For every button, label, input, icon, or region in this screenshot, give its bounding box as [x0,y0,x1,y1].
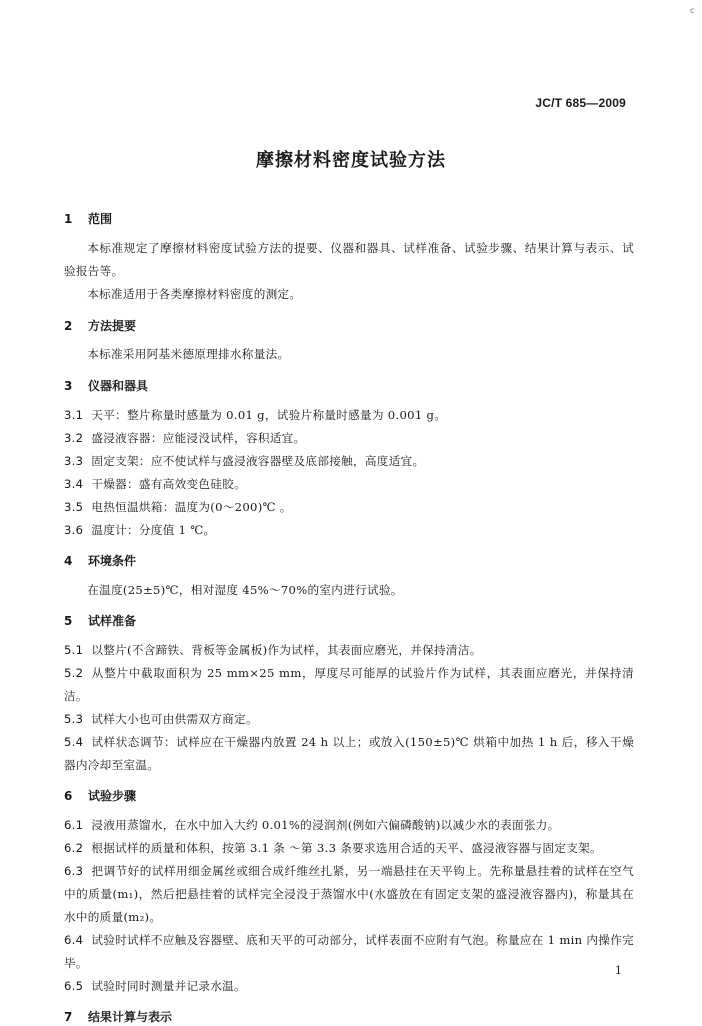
list-item [64,975,634,998]
section-heading [64,377,634,395]
corner-mark: c [690,6,695,15]
item-number: 3.6 [64,523,84,537]
list-item [64,450,634,473]
section-title: 仪器和器具 [88,379,149,393]
item-text: 根据试样的质量和体积，按第 3.1 条 ～第 3.3 条要求选用合适的天平、盛浸液容器与固定支架。 [91,841,602,855]
list-item [64,837,634,860]
item-text: 试验时同时测量并记录水温。 [91,979,246,993]
item-number: 6.2 [64,841,84,855]
item-number: 3.1 [64,408,84,422]
paragraph: 在温度(25±5)℃，相对湿度 45%～70%的室内进行试验。 [87,583,403,597]
item-number: 3.3 [64,454,84,468]
section-heading [64,612,634,630]
section-heading [64,210,634,228]
item-text: 浸液用蒸馏水，在水中加入大约 0.01%的浸润剂(例如六偏磷酸钠)以减少水的表面张力。 [91,818,560,832]
item-text: 从整片中截取面积为 25 mm×25 mm，厚度尽可能厚的试验片作为试样，其表面应磨光，并保持清洁。 [64,666,634,703]
item-text: 天平：整片称量时感量为 0.01 g，试验片称量时感量为 0.001 g。 [91,408,447,422]
item-text: 把调节好的试样用细金属丝或细合成纤维丝扎紧，另一端悬挂在天平钩上。先称量悬挂着的试样在空气中的质量(m₁)，然后把悬挂着的试样完全浸没于蒸馏水中(水盛放在有固定支架的盛浸液容器内)，称量其在水中的质量(m₂)。 [64,864,634,924]
item-number: 5.2 [64,666,84,680]
list-item [64,814,634,837]
document-title: 摩擦材料密度试验方法 [256,150,446,171]
section-title: 试样准备 [88,614,137,628]
item-text: 试样大小也可由供需双方商定。 [91,712,258,726]
section-title: 试验步骤 [88,789,137,803]
page-number: 1 [615,964,622,977]
section-heading [64,1008,634,1026]
section-number: 7 [64,1010,73,1024]
item-text: 温度计：分度值 1 ℃。 [91,523,216,537]
item-number: 6.5 [64,979,84,993]
paragraph: 本标准规定了摩擦材料密度试验方法的提要、仪器和器具、试样准备、试验步骤、结果计算与表示、试验报告等。 [64,241,634,278]
section-number: 6 [64,789,73,803]
section-heading [64,552,634,570]
section-number: 3 [64,379,73,393]
section-title: 方法提要 [88,319,137,333]
section-title: 范围 [88,212,113,226]
item-number: 6.3 [64,864,84,878]
item-text: 固定支架：应不使试样与盛浸液容器壁及底部接触，高度适宜。 [91,454,425,468]
item-text: 以整片(不含蹄铁、背板等金属板)作为试样，其表面应磨光，并保持清洁。 [91,643,482,657]
section-title: 环境条件 [88,554,137,568]
section-number: 2 [64,319,73,333]
list-item [64,731,634,777]
paragraph: 本标准适用于各类摩擦材料密度的测定。 [87,287,302,301]
section-title: 结果计算与表示 [88,1010,173,1024]
list-item [64,708,634,731]
list-item [64,662,634,708]
list-item [64,427,634,450]
section-number: 4 [64,554,73,568]
section-heading [64,317,634,335]
item-number: 5.4 [64,735,84,749]
document-body [64,200,634,1026]
item-number: 3.4 [64,477,84,491]
list-item [64,404,634,427]
item-number: 6.4 [64,933,84,947]
item-text: 试验时试样不应触及容器壁、底和天平的可动部分，试样表面不应附有气泡。称量应在 1 min 内操作完毕。 [64,933,634,970]
list-item [64,519,634,542]
list-item [64,639,634,662]
item-text: 盛浸液容器：应能浸没试样，容积适宜。 [91,431,306,445]
item-text: 电热恒温烘箱：温度为(0～200)℃ 。 [91,500,292,514]
item-number: 5.1 [64,643,84,657]
section-heading [64,787,634,805]
item-text: 干燥器：盛有高效变色硅胶。 [91,477,246,491]
list-item [64,860,634,929]
section-number: 5 [64,614,73,628]
paragraph: 本标准采用阿基米德原理排水称量法。 [87,347,290,361]
item-number: 5.3 [64,712,84,726]
standard-code: JC/T 685—2009 [535,96,626,110]
item-number: 3.2 [64,431,84,445]
list-item [64,473,634,496]
list-item [64,929,634,975]
section-number: 1 [64,212,73,226]
item-number: 6.1 [64,818,84,832]
item-number: 3.5 [64,500,84,514]
item-text: 试样状态调节：试样应在干燥器内放置 24 h 以上；或放入(150±5)℃ 烘箱中加热 1 h 后，移入干燥器内冷却至室温。 [64,735,634,772]
list-item [64,496,634,519]
